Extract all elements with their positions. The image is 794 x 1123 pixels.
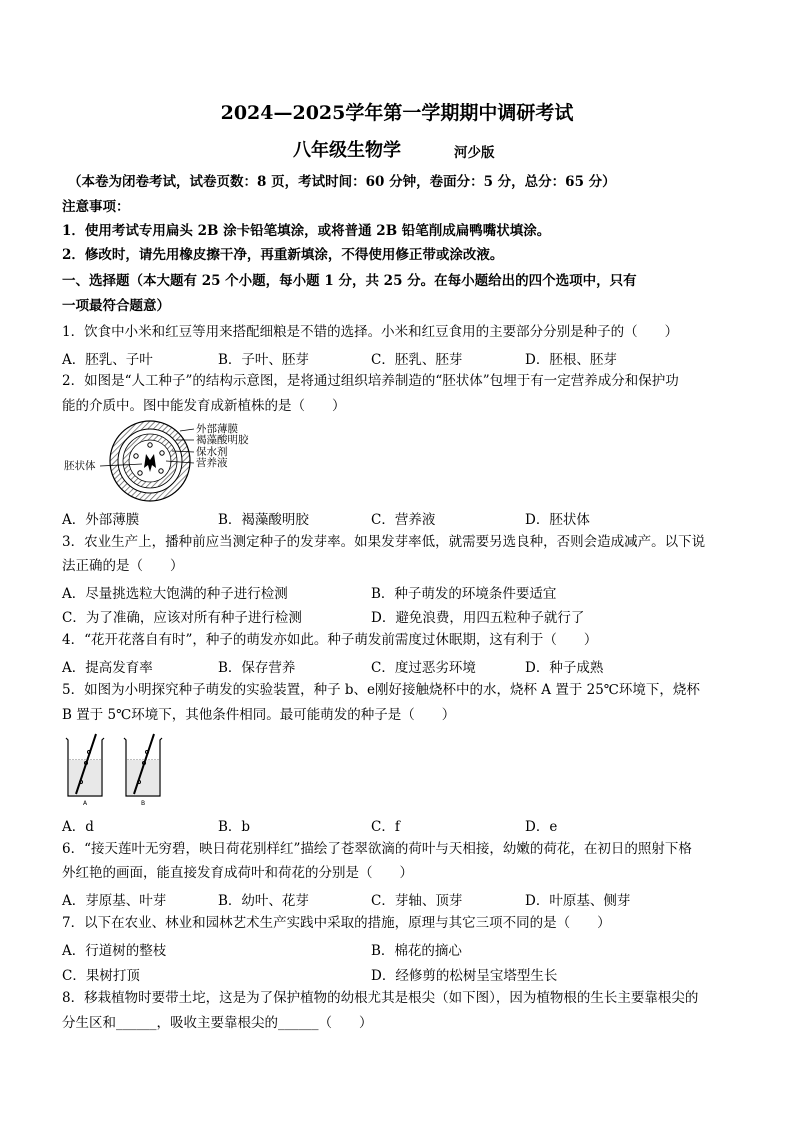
- question-3-stem-cont: 法正确的是（ ）: [62, 558, 184, 574]
- q4-option-b[interactable]: B．保存营养: [218, 660, 296, 676]
- question-4-stem: 4．“花开花落自有时”，种子的萌发亦如此。种子萌发前需度过休眠期，这有利于（ ）: [62, 632, 598, 648]
- q5-option-b[interactable]: B．b: [218, 819, 251, 835]
- figure-label-embryoid: 胚状体: [64, 460, 96, 472]
- note-item: 1．使用考试专用扁头 2B 涂卡铅笔填涂，或将普通 2B 铅笔削成扁鸭嘴状填涂。: [62, 223, 551, 239]
- q7-option-b[interactable]: B．棉花的摘心: [371, 943, 462, 959]
- exam-edition: 河少版: [454, 145, 495, 161]
- q6-option-b[interactable]: B．幼叶、花芽: [218, 893, 309, 909]
- q3-option-c[interactable]: C．为了准确，应该对所有种子进行检测: [62, 610, 302, 626]
- question-1-stem: 1．饮食中小米和红豆等用来搭配细粮是不错的选择。小米和红豆食用的主要部分分别是种子的（ ）: [62, 324, 679, 340]
- q6-option-d[interactable]: D．叶原基、侧芽: [525, 893, 631, 909]
- note-item: 2．修改时，请先用橡皮擦干净，再重新填涂，不得使用修正带或涂改液。: [62, 247, 504, 263]
- beaker-experiment-figure: [62, 730, 172, 810]
- question-7-stem: 7．以下在农业、林业和园林艺术生产实践中采取的措施，原理与其它三项不同的是（ ）: [62, 915, 611, 931]
- q2-option-c[interactable]: C．营养液: [371, 512, 436, 528]
- exam-subtitle: 八年级生物学: [293, 140, 401, 161]
- q5-option-a[interactable]: A．d: [62, 819, 94, 835]
- question-8-stem: 8．移栽植物时要带土坨，这是为了保护植物的幼根尤其是根尖（如下图），因为植物根的生长主要靠根尖的: [62, 990, 699, 1006]
- q2-option-b[interactable]: B．褐藻酸明胶: [218, 512, 309, 528]
- q1-option-b[interactable]: B．子叶、胚芽: [218, 352, 309, 368]
- section-heading: 一、选择题（本大题有 25 个小题，每小题 1 分，共 25 分。在每小题给出的四个选项中，只有: [62, 273, 637, 289]
- q1-option-a[interactable]: A．胚乳、子叶: [62, 352, 153, 368]
- q3-option-a[interactable]: A．尽量挑选粒大饱满的种子进行检测: [62, 586, 288, 602]
- q5-option-c[interactable]: C．f: [371, 819, 400, 835]
- figure-label-alginate: 褐藻酸明胶: [196, 434, 249, 446]
- q6-option-c[interactable]: C．芽轴、顶芽: [371, 893, 463, 909]
- question-8-stem-cont: 分生区和______，吸收主要靠根尖的______（ ）: [62, 1015, 373, 1031]
- q3-option-b[interactable]: B．种子萌发的环境条件要适宜: [371, 586, 557, 602]
- figure-label-nutrient-solution: 营养液: [196, 457, 228, 469]
- notes-heading: 注意事项：: [62, 199, 130, 215]
- exam-info: （本卷为闭卷考试，试卷页数：8 页，考试时间：60 分钟，卷面分：5 分，总分：65 分）: [68, 174, 616, 190]
- exam-title: 2024—2025学年第一学期期中调研考试: [220, 102, 574, 124]
- q4-option-d[interactable]: D．种子成熟: [525, 660, 604, 676]
- q7-option-d[interactable]: D．经修剪的松树呈宝塔型生长: [371, 968, 558, 984]
- question-2-stem-cont: 能的介质中。图中能发育成新植株的是（ ）: [62, 398, 346, 414]
- q1-option-d[interactable]: D．胚根、胚芽: [525, 352, 617, 368]
- q4-option-a[interactable]: A．提高发育率: [62, 660, 153, 676]
- q2-option-d[interactable]: D．胚状体: [525, 512, 590, 528]
- q2-option-a[interactable]: A．外部薄膜: [62, 512, 140, 528]
- beaker-label-a: A: [83, 800, 88, 807]
- question-6-stem-cont: 外红艳的画面，能直接发育成荷叶和荷花的分别是（ ）: [62, 865, 413, 881]
- q6-option-a[interactable]: A．芽原基、叶芽: [62, 893, 167, 909]
- q5-option-d[interactable]: D．e: [525, 819, 558, 835]
- section-heading-cont: 一项最符合题意）: [62, 298, 170, 314]
- figure-label-outer-film: 外部薄膜: [196, 423, 238, 435]
- q3-option-d[interactable]: D．避免浪费，用四五粒种子就行了: [371, 610, 585, 626]
- question-6-stem: 6．“接天莲叶无穷碧，映日荷花别样红”描绘了苍翠欲滴的荷叶与天相接，幼嫩的荷花，在初日的照射下格: [62, 841, 692, 857]
- question-5-stem: 5．如图为小明探究种子萌发的实验装置，种子 b、e刚好接触烧杯中的水，烧杯 A 置于 25℃环境下，烧杯: [62, 682, 700, 698]
- q7-option-c[interactable]: C．果树打顶: [62, 968, 140, 984]
- q1-option-c[interactable]: C．胚乳、胚芽: [371, 352, 463, 368]
- q4-option-c[interactable]: C．度过恶劣环境: [371, 660, 476, 676]
- beaker-label-b: B: [141, 800, 146, 807]
- question-5-stem-cont: B 置于 5℃环境下，其他条件相同。最可能萌发的种子是（ ）: [62, 707, 456, 723]
- figure-label-water-retainer: 保水剂: [196, 446, 228, 458]
- artificial-seed-figure: [62, 418, 262, 504]
- question-2-stem: 2．如图是“人工种子”的结构示意图，是将通过组织培养制造的“胚状体”包埋于有一定营养成分和保护功: [62, 373, 679, 389]
- question-3-stem: 3．农业生产上，播种前应当测定种子的发芽率。如果发芽率低，就需要另选良种，否则会造成减产。以下说: [62, 534, 706, 550]
- q7-option-a[interactable]: A．行道树的整枝: [62, 943, 167, 959]
